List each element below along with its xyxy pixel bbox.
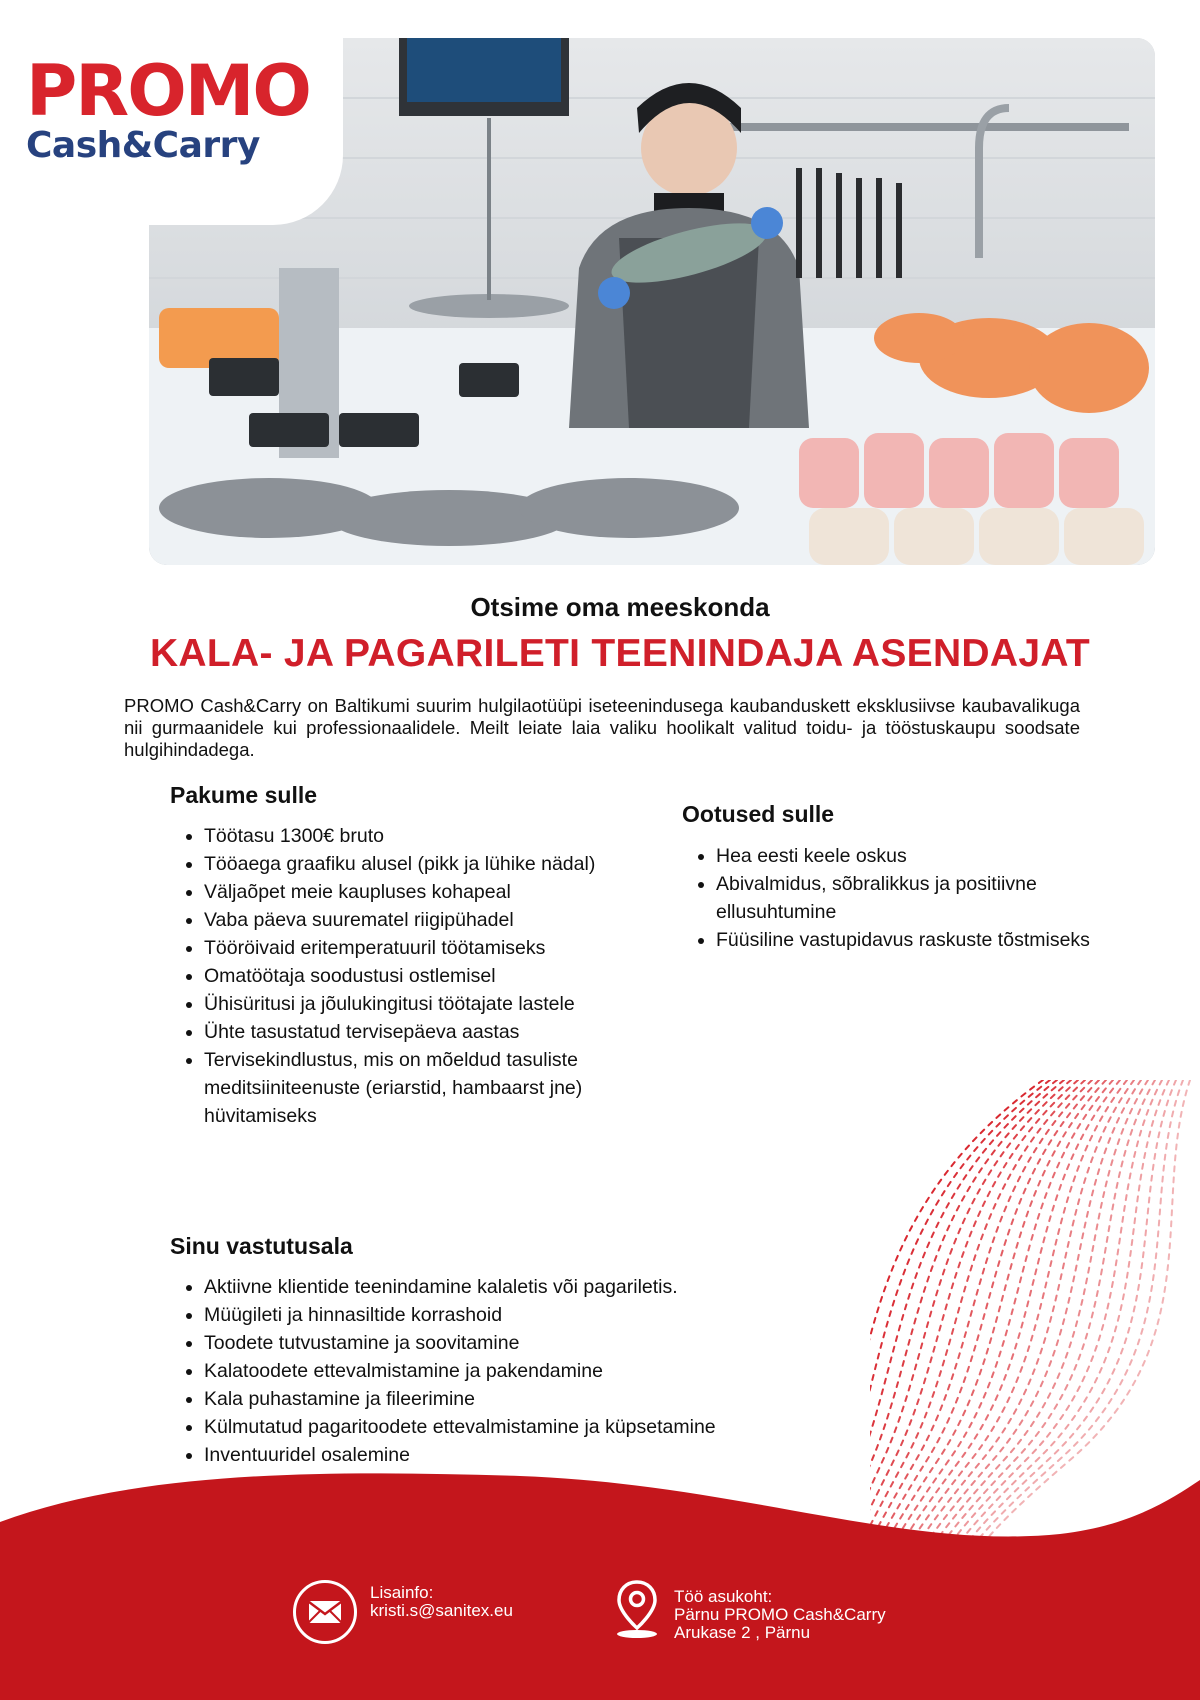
location-address: Arukase 2 , Pärnu xyxy=(674,1623,811,1642)
contact-label: Lisainfo: xyxy=(370,1583,434,1602)
list-item: • Aktiivne klientide teenindamine kalaletis või pagariletis. xyxy=(204,1273,924,1301)
list-item: • Hea eesti keele oskus xyxy=(716,842,1136,870)
logo-badge xyxy=(0,0,343,225)
list-item: • Inventuuridel osalemine xyxy=(204,1441,924,1469)
list-item: • Vaba päeva suurematel riigipühadel xyxy=(204,906,634,934)
map-pin-icon xyxy=(614,1578,660,1640)
location-label: Töö asukoht: xyxy=(674,1587,773,1606)
expectations-heading: Ootused sulle xyxy=(682,801,835,827)
list-item: • Kala puhastamine ja fileerimine xyxy=(204,1385,924,1413)
list-item: • Abivalmidus, sõbralikkus ja positiivne ellusuhtumine xyxy=(716,870,1136,926)
list-item: • Tervisekindlustus, mis on mõeldud tasuliste meditsiiniteenuste (eriarstid, hambaarst jne) hüvitamiseks xyxy=(204,1046,634,1130)
list-item: • Väljaõpet meie kaupluses kohapeal xyxy=(204,878,634,906)
list-item: • Müügileti ja hinnasiltide korrashoid xyxy=(204,1301,924,1329)
logo-promo-wordmark: PROMO xyxy=(26,50,310,132)
list-item: • Tööröivaid eritemperatuuril töötamiseks xyxy=(204,934,634,962)
offer-heading: Pakume sulle xyxy=(170,782,318,808)
offer-list xyxy=(170,822,634,1130)
list-item: • Ühisüritusi ja jõulukingitusi töötajate lastele xyxy=(204,990,634,1018)
logo-cash-carry-wordmark: Cash&Carry xyxy=(26,125,260,166)
list-item: • Tööaega graafiku alusel (pikk ja lühike nädal) xyxy=(204,850,634,878)
list-item: • Ühte tasustatud tervisepäeva aastas xyxy=(204,1018,634,1046)
list-item: • Töötasu 1300€ bruto xyxy=(204,822,634,850)
list-item: • Toodete tutvustamine ja soovitamine xyxy=(204,1329,924,1357)
list-item: • Kalatoodete ettevalmistamine ja pakendamine xyxy=(204,1357,924,1385)
intro-paragraph: PROMO Cash&Carry on Baltikumi suurim hulgilaotüüpi iseteenindusega kaubanduskett eksklusiivse kaubavalikuga nii gurmaanidele kui professionaalidele. Meilt leiate laia valiku hoolikalt valitud toidu- ja tööstuskaupu soodsate hulgihindadega. xyxy=(124,695,1080,760)
contact-info xyxy=(370,1584,513,1620)
location-place: Pärnu PROMO Cash&Carry xyxy=(674,1605,886,1624)
page-subtitle: Otsime oma meeskonda xyxy=(470,592,770,622)
location-info xyxy=(674,1588,886,1642)
footer-band xyxy=(0,1440,1200,1700)
list-item: • Omatöötaja soodustusi ostlemisel xyxy=(204,962,634,990)
page-title: KALA- JA PAGARILETI TEENINDAJA ASENDAJAT xyxy=(149,632,1091,675)
list-item: • Külmutatud pagaritoodete ettevalmistamine ja küpsetamine xyxy=(204,1413,924,1441)
envelope-icon xyxy=(293,1580,357,1644)
responsibilities-heading: Sinu vastutusala xyxy=(170,1233,353,1259)
contact-email[interactable]: kristi.s@sanitex.eu xyxy=(370,1601,513,1620)
expectations-list xyxy=(682,842,1136,954)
list-item: • Füüsiline vastupidavus raskuste tõstmiseks xyxy=(716,926,1136,954)
